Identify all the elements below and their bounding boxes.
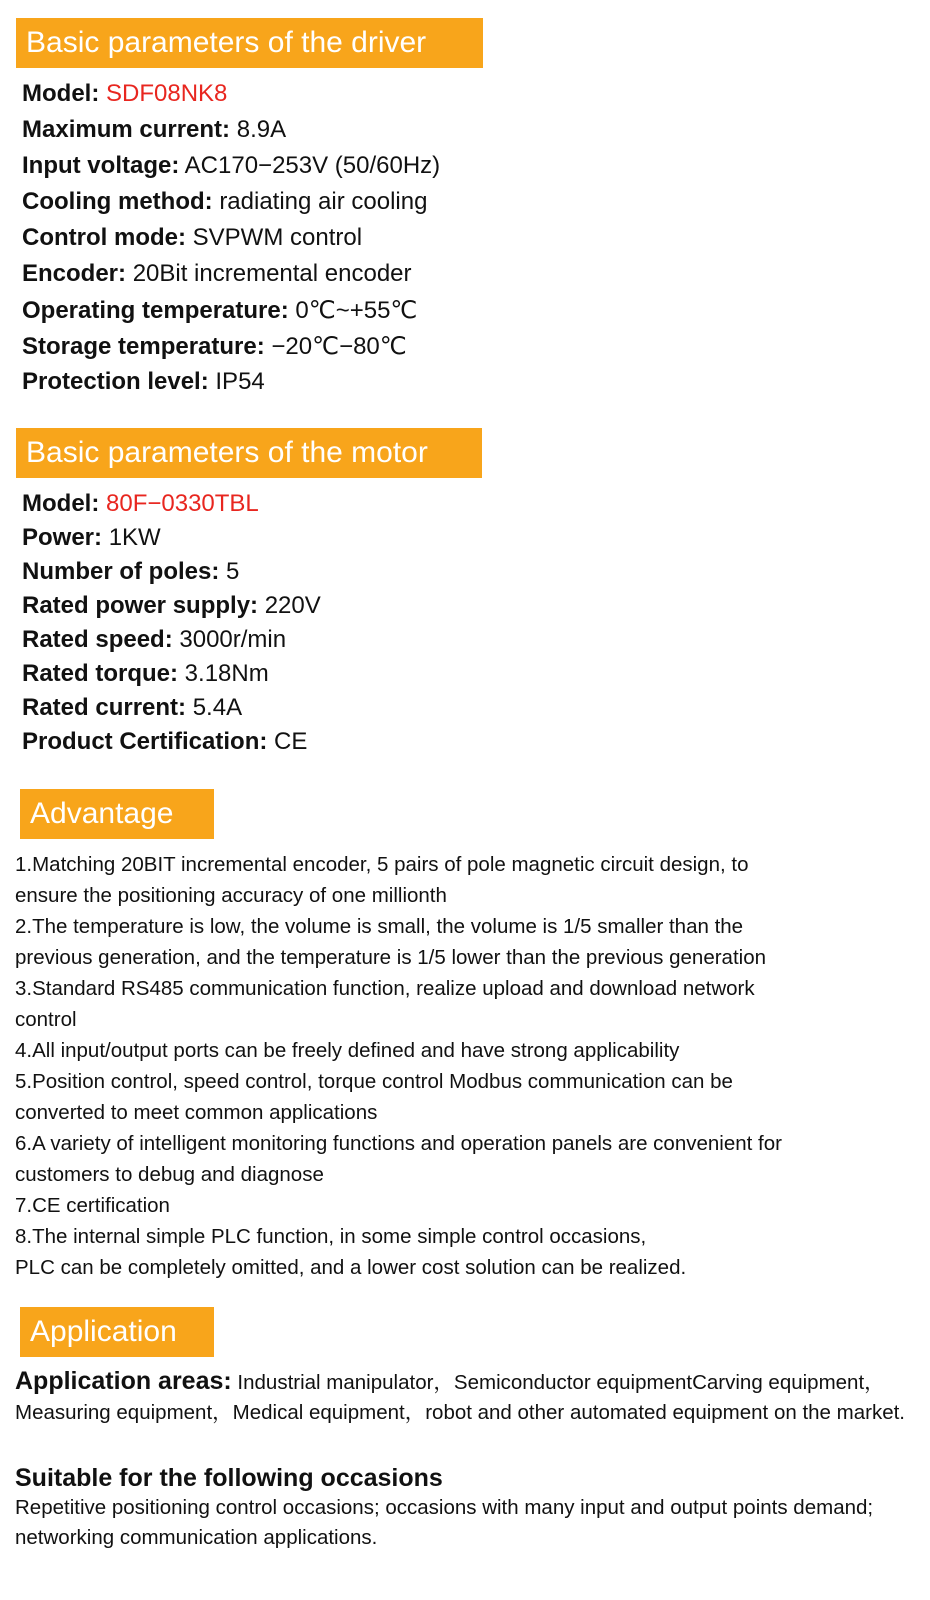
driver-param-row <box>22 188 427 216</box>
motor-param-row <box>22 660 269 688</box>
param-value: 5.4A <box>192 694 243 721</box>
advantage-line: 3.Standard RS485 communication function, realize upload and download network <box>15 977 755 1000</box>
motor-param-row <box>22 558 239 586</box>
motor-param-row <box>22 524 161 552</box>
advantage-line: 4.All input/output ports can be freely defined and have strong applicability <box>15 1039 680 1062</box>
driver-param-row <box>22 80 227 108</box>
advantage-line: 8.The internal simple PLC function, in some simple control occasions, <box>15 1225 647 1248</box>
param-value: −20℃−80℃ <box>271 333 407 360</box>
param-label: Rated power supply: <box>22 592 259 619</box>
param-value: SVPWM control <box>192 224 363 251</box>
occasions-heading: Suitable for the following occasions <box>15 1464 443 1492</box>
advantage-line: 7.CE certification <box>15 1194 170 1217</box>
driver-param-row <box>22 332 407 361</box>
driver-param-row <box>22 368 265 396</box>
param-label: Rated speed: <box>22 626 173 653</box>
param-value: 5 <box>226 558 240 585</box>
application-areas-text: Industrial manipulator，Semiconductor equipmentCarving equipment，Measuring equipment，Medical equipment，robot and other automated equipment on the market. <box>15 1371 905 1424</box>
motor-param-row <box>22 694 242 722</box>
param-value: radiating air cooling <box>219 188 428 215</box>
advantage-line: 5.Position control, speed control, torque control Modbus communication can be <box>15 1070 733 1093</box>
application-areas-label: Application areas: <box>15 1367 232 1395</box>
advantage-line: 6.A variety of intelligent monitoring functions and operation panels are convenient for <box>15 1132 782 1155</box>
advantage-line: 1.Matching 20BIT incremental encoder, 5 pairs of pole magnetic circuit design, to <box>15 853 749 876</box>
param-value: 220V <box>264 592 321 619</box>
param-label: Operating temperature: <box>22 297 289 324</box>
param-value: IP54 <box>215 368 265 395</box>
driver-param-row <box>22 152 440 180</box>
param-label: Encoder: <box>22 260 127 287</box>
driver-param-row <box>22 296 417 325</box>
param-label: Protection level: <box>22 368 209 395</box>
param-value: 8.9A <box>236 116 287 143</box>
model-value: 80F−0330TBL <box>106 490 259 517</box>
param-value: CE <box>274 728 308 755</box>
driver-param-row <box>22 224 362 252</box>
param-label: Storage temperature: <box>22 333 265 360</box>
param-label: Cooling method: <box>22 188 213 215</box>
param-label: Number of poles: <box>22 558 220 585</box>
motor-param-row <box>22 728 307 756</box>
param-value: 1KW <box>108 524 161 551</box>
driver-section-title: Basic parameters of the driver <box>16 18 483 68</box>
param-value: 20Bit incremental encoder <box>132 260 412 287</box>
advantage-line: converted to meet common applications <box>15 1101 378 1124</box>
advantage-line: previous generation, and the temperature is 1/5 lower than the previous generation <box>15 946 767 969</box>
motor-param-row <box>22 592 321 620</box>
motor-param-row <box>22 490 259 518</box>
param-value: AC170−253V (50/60Hz) <box>184 152 441 179</box>
advantage-line: ensure the positioning accuracy of one millionth <box>15 884 447 907</box>
param-label: Product Certification: <box>22 728 268 755</box>
advantage-line: 2.The temperature is low, the volume is small, the volume is 1/5 smaller than the <box>15 915 744 938</box>
param-label: Control mode: <box>22 224 186 251</box>
motor-section-title: Basic parameters of the motor <box>16 428 482 478</box>
application-occasions <box>15 1464 920 1553</box>
param-value: 3000r/min <box>179 626 287 653</box>
param-label: Maximum current: <box>22 116 231 143</box>
param-label: Rated torque: <box>22 660 178 687</box>
param-label: Model: <box>22 490 100 517</box>
advantage-line: control <box>15 1008 77 1031</box>
param-label: Input voltage: <box>22 152 180 179</box>
param-label: Rated current: <box>22 694 187 721</box>
application-areas <box>15 1366 920 1428</box>
model-value: SDF08NK8 <box>106 80 228 107</box>
advantage-line: customers to debug and diagnose <box>15 1163 324 1186</box>
occasions-text: Repetitive positioning control occasions; occasions with many input and output points demand; networking communication applications. <box>15 1496 874 1549</box>
param-label: Model: <box>22 80 100 107</box>
advantage-line: PLC can be completely omitted, and a lower cost solution can be realized. <box>15 1256 687 1279</box>
advantage-section-title: Advantage <box>20 789 214 839</box>
driver-param-row <box>22 116 286 144</box>
motor-param-row <box>22 626 286 654</box>
advantage-list <box>15 849 920 1283</box>
param-label: Power: <box>22 524 103 551</box>
driver-param-row <box>22 260 412 288</box>
param-value: 3.18Nm <box>184 660 269 687</box>
application-section-title: Application <box>20 1307 214 1357</box>
param-value: 0℃~+55℃ <box>295 297 418 324</box>
